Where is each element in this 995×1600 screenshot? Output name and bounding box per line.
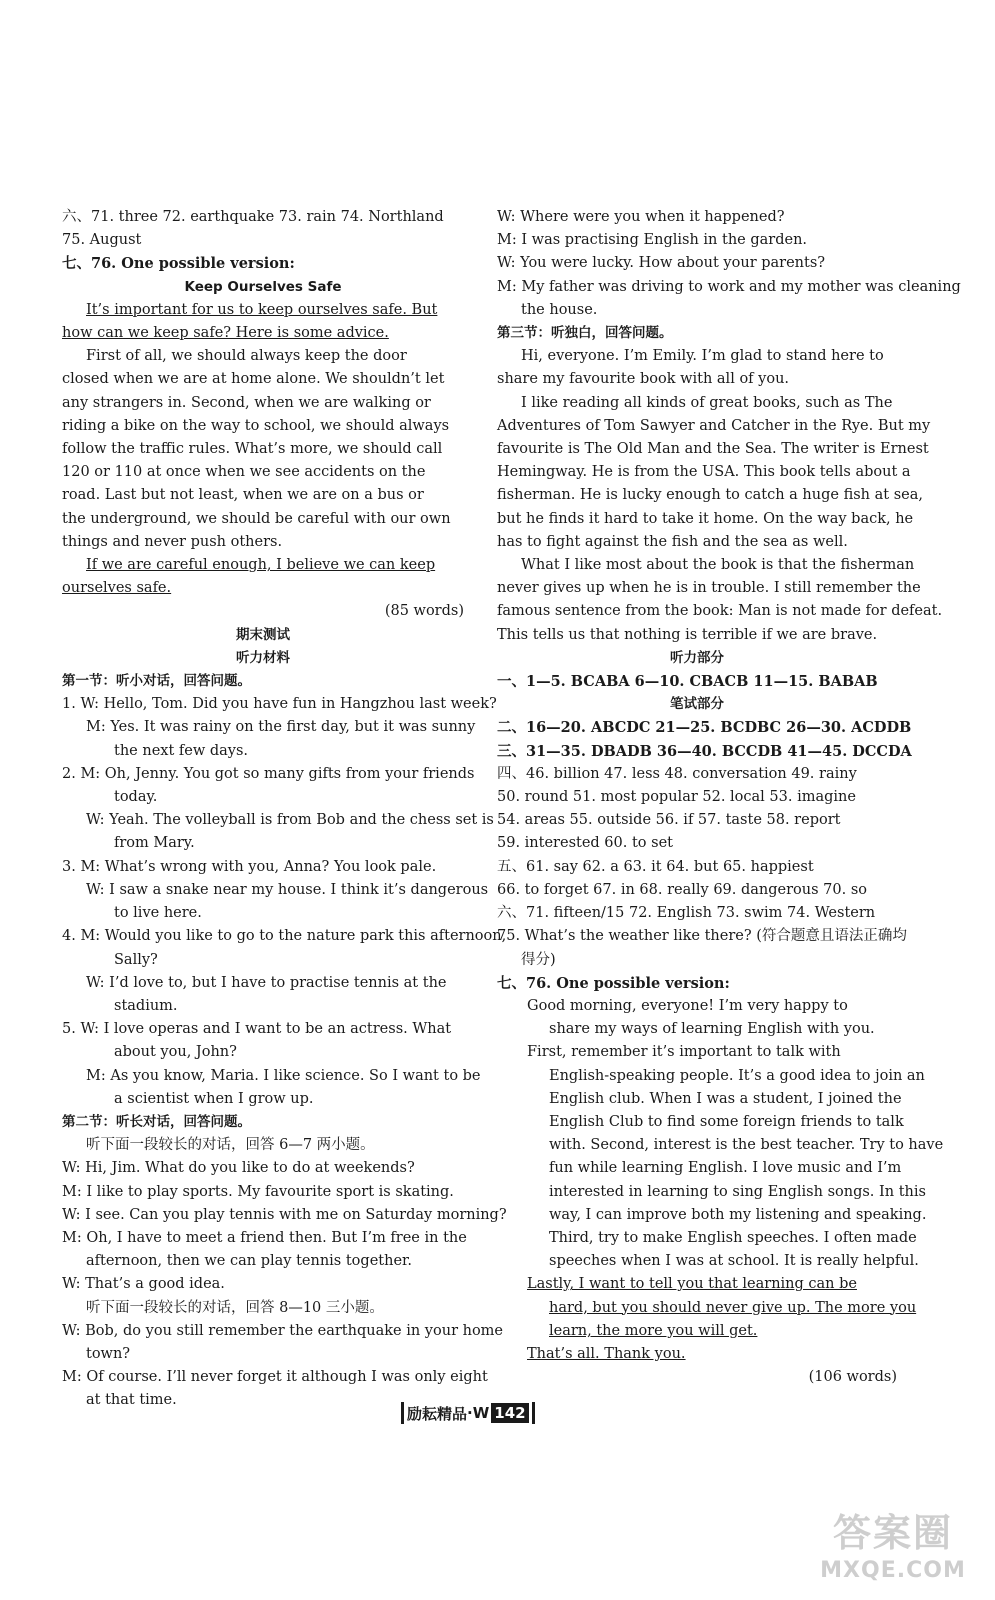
right-text-line: has to fight against the fish and the sea as well.	[497, 533, 848, 550]
left-text-line: M: Oh, I have to meet a friend then. But I’m free in the	[62, 1229, 467, 1246]
left-text-line: 第二节：听长对话，回答问题。	[62, 1113, 251, 1130]
right-text-line: English Club to find some foreign friends to talk	[549, 1113, 904, 1130]
right-text-line: 笔试部分	[670, 696, 724, 713]
left-text-line: about you, John?	[114, 1044, 237, 1061]
footer-separator: ·	[467, 1404, 473, 1422]
right-text-line: share my ways of learning English with you.	[549, 1021, 875, 1038]
left-text-line: to live here.	[114, 905, 202, 922]
left-text-line: from Mary.	[114, 835, 195, 852]
right-text-line: First, remember it’s important to talk with	[527, 1044, 841, 1061]
left-text-line: M: I like to play sports. My favourite sport is skating.	[62, 1183, 454, 1200]
watermark-logo	[818, 1508, 968, 1594]
watermark-url: MXQE.COM	[820, 1558, 966, 1583]
right-text-line: 75. What’s the weather like there? (符合题意且语法正确均	[497, 928, 907, 945]
right-text-line: 三、31—35. DBADB 36—40. BCCDB 41—45. DCCDA	[497, 742, 912, 760]
left-text-line: 听力材料	[236, 649, 290, 666]
right-text-line: but he finds it hard to take it home. On the way back, he	[497, 510, 914, 527]
left-text-line: riding a bike on the way to school, we should always	[62, 417, 450, 434]
right-text-line: W: You were lucky. How about your parents?	[497, 255, 826, 272]
left-text-line: 期末测试	[236, 626, 290, 643]
left-text-line: Sally?	[114, 951, 158, 968]
footer-brand: 励耘精品	[407, 1404, 468, 1423]
left-text-line: First of all, we should always keep the door	[86, 348, 407, 365]
left-text-line: ourselves safe.	[62, 580, 172, 597]
footer-bar-left	[401, 1402, 404, 1424]
left-text-line: 75. August	[62, 232, 142, 249]
right-text-line: share my favourite book with all of you.	[497, 371, 790, 388]
watermark-text: 答案圈	[832, 1511, 953, 1555]
left-text-line: W: I’d love to, but I have to practise tennis at the	[86, 974, 447, 991]
right-text-line: learn, the more you will get.	[549, 1322, 758, 1339]
left-text-line: M: As you know, Maria. I like science. So I want to be	[86, 1067, 481, 1084]
left-text-line: W: I see. Can you play tennis with me on Saturday morning?	[62, 1206, 507, 1223]
right-text-line: 54. areas 55. outside 56. if 57. taste 58. report	[497, 812, 841, 829]
left-text-line: 六、71. three 72. earthquake 73. rain 74. Northland	[62, 209, 444, 225]
left-text-line: W: That’s a good idea.	[62, 1276, 225, 1293]
left-text-line: any strangers in. Second, when we are walking or	[62, 394, 431, 411]
left-text-line: town?	[86, 1345, 131, 1362]
right-text-line: M: My father was driving to work and my mother was cleaning	[497, 278, 961, 295]
left-text-line: 第一节：听小对话，回答问题。	[62, 673, 251, 690]
right-text-line: What I like most about the book is that the fisherman	[521, 557, 915, 574]
right-text-line: 50. round 51. most popular 52. local 53. imagine	[497, 789, 856, 806]
left-text-line: a scientist when I grow up.	[114, 1090, 314, 1107]
right-text-line: W: Where were you when it happened?	[497, 209, 785, 225]
right-text-line: 二、16—20. ABCDC 21—25. BCDBC 26—30. ACDDB	[497, 719, 912, 737]
right-column	[497, 206, 961, 1389]
left-text-line: closed when we are at home alone. We shouldn’t let	[62, 371, 445, 388]
left-text-line: If we are careful enough, I believe we can keep	[86, 557, 436, 574]
left-text-line: 3. M: What’s wrong with you, Anna? You look pale.	[62, 858, 437, 875]
right-text-line: Hi, everyone. I’m Emily. I’m glad to stand here to	[521, 348, 884, 365]
right-text-line: interested in learning to sing English songs. In this	[549, 1183, 926, 1200]
right-text-line: favourite is The Old Man and the Sea. The writer is Ernest	[497, 441, 929, 458]
left-text-line: how can we keep safe? Here is some advice.	[62, 325, 389, 342]
right-text-line: Adventures of Tom Sawyer and Catcher in the Rye. But my	[497, 417, 931, 434]
page-footer	[398, 1401, 538, 1425]
left-text-line: 听下面一段较长的对话，回答 8—10 三小题。	[86, 1299, 384, 1316]
left-text-line: M: Of course. I’ll never forget it although I was only eight	[62, 1369, 488, 1386]
right-text-line: fisherman. He is lucky enough to catch a huge fish at sea,	[497, 487, 923, 504]
left-text-line: 七、76. One possible version:	[62, 255, 295, 273]
footer-letter: W	[472, 1404, 490, 1422]
left-text-line: It’s important for us to keep ourselves safe. But	[86, 301, 438, 318]
left-text-line: 4. M: Would you like to go to the nature park this afternoon,	[62, 928, 507, 945]
right-text-line: hard, but you should never give up. The more you	[549, 1299, 917, 1316]
right-text-line: English club. When I was a student, I joined the	[549, 1090, 902, 1107]
left-text-line: the underground, we should be careful with our own	[62, 510, 451, 527]
right-text-line: speeches when I was at school. It is really helpful.	[549, 1253, 919, 1270]
right-text-line: 66. to forget 67. in 68. really 69. dangerous 70. so	[497, 881, 868, 898]
right-text-line: This tells us that nothing is terrible if we are brave.	[497, 626, 878, 643]
left-text-line: 1. W: Hello, Tom. Did you have fun in Hangzhou last week?	[62, 696, 497, 713]
left-text-line: 听下面一段较长的对话，回答 6—7 两小题。	[86, 1137, 375, 1154]
left-text-line: Keep Ourselves Safe	[184, 278, 342, 295]
right-text-line: Good morning, everyone! I’m very happy to	[527, 997, 848, 1014]
right-text-line: 一、1—5. BCABA 6—10. CBACB 11—15. BABAB	[497, 673, 878, 691]
left-text-line: the next few days.	[114, 742, 249, 759]
right-text-line: I like reading all kinds of great books, such as The	[521, 394, 893, 411]
right-text-line: the house.	[521, 301, 598, 318]
right-text-line: 六、71. fifteen/15 72. English 73. swim 74. Western	[497, 905, 876, 922]
left-column	[62, 206, 507, 1413]
right-text-line: 59. interested 60. to set	[497, 835, 673, 852]
right-text-line: English-speaking people. It’s a good idea to join an	[549, 1067, 925, 1084]
right-text-line: famous sentence from the book: Man is not made for defeat.	[497, 603, 943, 620]
left-text-line: W: Bob, do you still remember the earthquake in your home	[62, 1322, 504, 1339]
left-text-line: M: Yes. It was rainy on the first day, but it was sunny	[86, 719, 476, 736]
right-text-line: 五、61. say 62. a 63. it 64. but 65. happiest	[497, 858, 814, 875]
left-text-line: follow the traffic rules. What’s more, we should call	[62, 441, 443, 458]
left-text-line: 2. M: Oh, Jenny. You got so many gifts from your friends	[62, 765, 475, 782]
left-text-line: (85 words)	[384, 603, 464, 620]
right-text-line: That’s all. Thank you.	[527, 1345, 686, 1362]
right-text-line: fun while learning English. I love music and I’m	[549, 1160, 902, 1177]
right-text-line: 听力部分	[670, 649, 724, 666]
left-text-line: 5. W: I love operas and I want to be an actress. What	[62, 1021, 452, 1038]
footer-bar-right	[532, 1402, 535, 1424]
right-text-line: Hemingway. He is from the USA. This book tells about a	[497, 464, 911, 481]
left-text-line: things and never push others.	[62, 533, 283, 550]
page-number: 142	[491, 1403, 528, 1423]
right-text-line: Lastly, I want to tell you that learning can be	[527, 1276, 857, 1293]
left-text-line: afternoon, then we can play tennis together.	[86, 1253, 412, 1270]
left-text-line: W: I saw a snake near my house. I think it’s dangerous	[86, 881, 489, 898]
left-text-line: W: Yeah. The volleyball is from Bob and the chess set is	[86, 812, 494, 829]
right-text-line: Third, try to make English speeches. I often made	[549, 1229, 917, 1246]
left-text-line: W: Hi, Jim. What do you like to do at weekends?	[62, 1160, 415, 1177]
right-text-line: 得分)	[521, 951, 556, 968]
right-text-line: 四、46. billion 47. less 48. conversation 49. rainy	[497, 765, 857, 782]
left-text-line: today.	[114, 789, 158, 806]
right-text-line: 第三节：听独白，回答问题。	[497, 325, 673, 342]
left-text-line: 120 or 110 at once when we see accidents on the	[62, 464, 426, 481]
right-text-line: (106 words)	[808, 1369, 897, 1386]
right-text-line: never gives up when he is in trouble. I still remember the	[497, 580, 921, 597]
left-text-line: at that time.	[86, 1392, 177, 1409]
left-text-line: road. Last but not least, when we are on a bus or	[62, 487, 424, 504]
right-text-line: way, I can improve both my listening and speaking.	[549, 1206, 927, 1223]
right-text-line: 七、76. One possible version:	[497, 974, 730, 992]
left-text-line: stadium.	[114, 997, 178, 1014]
right-text-line: with. Second, interest is the best teacher. Try to have	[549, 1137, 944, 1154]
right-text-line: M: I was practising English in the garden.	[497, 232, 808, 249]
